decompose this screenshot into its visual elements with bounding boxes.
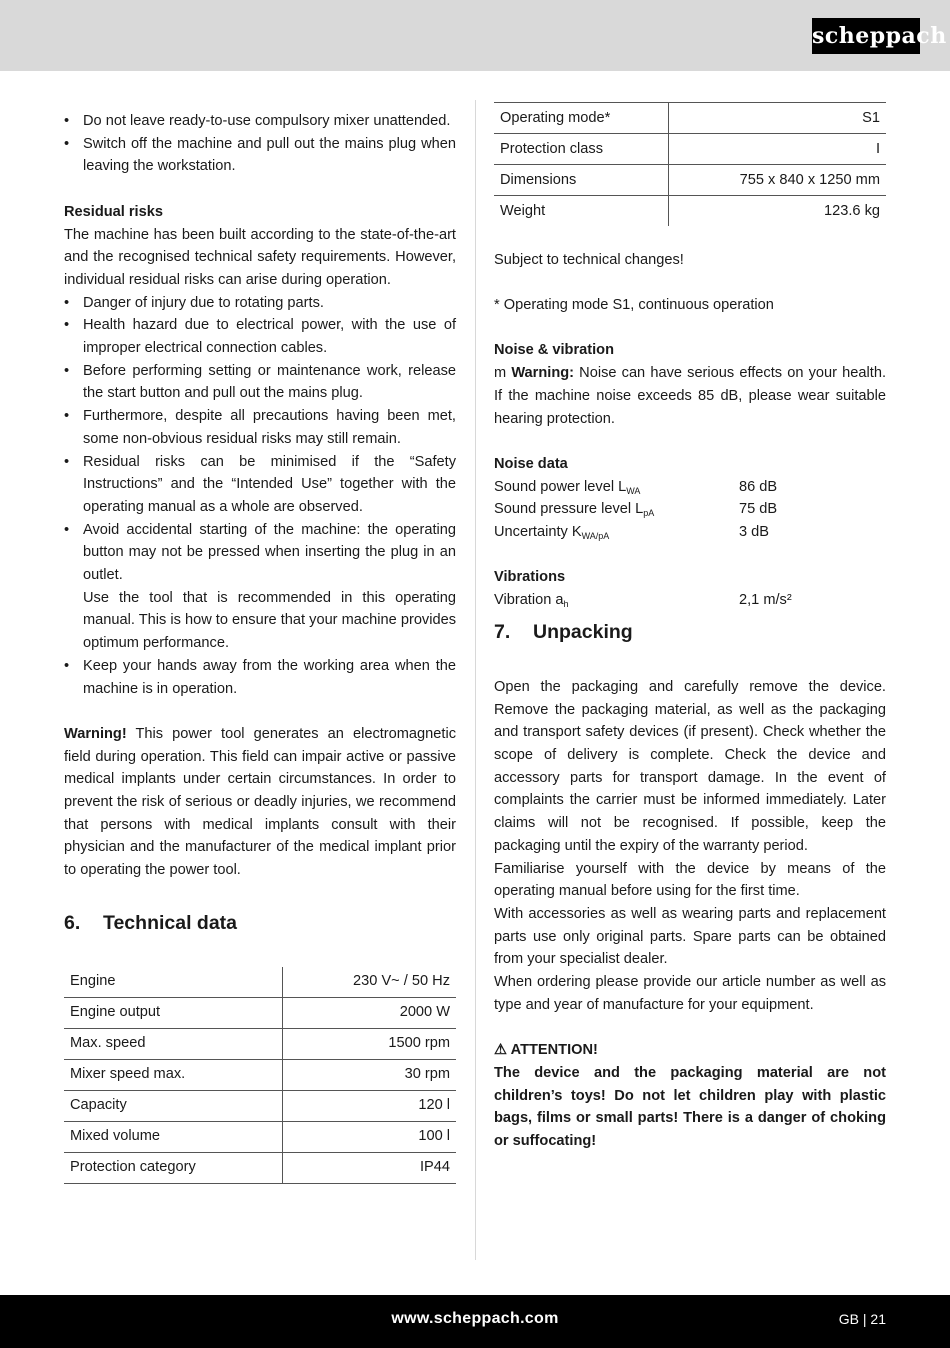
list-item: • Residual risks can be minimised if the “Safety Instructions” and the “Intended Use” together with the operating manual as a whole are observed.: [64, 451, 456, 519]
data-row: [494, 521, 886, 544]
table-label-cell: Mixer speed max.: [64, 1059, 283, 1090]
unpack-paragraph: Open the packaging and carefully remove the device. Remove the packaging material, as well as the packaging and transport safety devices (if present). Check whether the scope of delivery is complete. Check the device and accessory parts for transport damage. In the event of complaints the carrier must be informed immediately. Later claims will not be recognised. If possible, keep the packaging until the expiry of the warranty period.: [494, 678, 886, 854]
table-label-cell: Protection category: [64, 1152, 283, 1183]
list-item: • Before performing setting or maintenance work, release the start button and pull out the mains plug.: [64, 360, 456, 405]
list-item: • Avoid accidental starting of the machine: the operating button may not be pressed when inserting the plug in an outlet.: [64, 519, 456, 587]
table-row: [494, 134, 886, 165]
list-item: • Do not leave ready-to-use compulsory mixer unattended.: [64, 110, 456, 133]
operating-mode-note: * Operating mode S1, continuous operation: [494, 297, 774, 314]
noise-vibration-heading: Noise & vibration: [494, 342, 615, 359]
table-label-cell: Capacity: [64, 1090, 283, 1121]
technical-data-table: [64, 967, 456, 1184]
table-value-cell: 100 l: [283, 1121, 456, 1152]
table-row: [64, 967, 456, 998]
table-value-cell: S1: [669, 103, 886, 134]
table-value-cell: IP44: [283, 1152, 456, 1183]
table-row: [64, 1028, 456, 1059]
list-item: • Health hazard due to electrical power, with the use of improper electrical connection cables.: [64, 314, 456, 359]
table-value-cell: 230 V~ / 50 Hz: [283, 967, 456, 998]
warning-triangle-icon: ⚠: [494, 1042, 508, 1059]
data-value: 3 dB: [739, 524, 770, 541]
vibrations-heading: Vibrations: [494, 569, 566, 586]
right-column: [494, 102, 886, 1153]
table-value-cell: 120 l: [283, 1090, 456, 1121]
table-label-cell: Protection class: [494, 134, 669, 165]
table-value-cell: 755 x 840 x 1250 mm: [669, 165, 886, 196]
table-label-cell: Max. speed: [64, 1028, 283, 1059]
unpack-paragraph: Familiarise yourself with the device by means of the operating manual before using for the first time.: [494, 860, 886, 900]
table-label-cell: Dimensions: [494, 165, 669, 196]
data-row: [494, 589, 886, 612]
data-label: Sound power level $L_{WA}$: [494, 478, 641, 496]
page-number: GB | 21: [838, 1311, 886, 1327]
table-row: [494, 103, 886, 134]
technical-data-table-continued: [494, 102, 886, 226]
list-item: • Keep your hands away from the working area when the machine is in operation.: [64, 655, 456, 700]
subject-note: Subject to technical changes!: [494, 251, 684, 268]
page-footer: [0, 1295, 950, 1348]
table-label-cell: Mixed volume: [64, 1121, 283, 1152]
table-value-cell: I: [669, 134, 886, 165]
attention-heading: ⚠ ATTENTION!: [494, 1042, 598, 1059]
warning-text: This power tool generates an electromagnetic field during operation. This field can impair active or passive medical implants under certain circumstances. In order to prevent the risk of serious or deadly injuries, we recommend that persons with medical implants consult with their physician and the manufacturer of the medical implant prior to operating the power tool.: [64, 725, 456, 879]
unpack-paragraph: With accessories as well as wearing parts and replacement parts use only original parts. Spare parts can be obtained from your specialist dealer.: [494, 905, 886, 968]
list-item: • Switch off the machine and pull out the mains plug when leaving the workstation.: [64, 133, 456, 178]
table-value-cell: 123.6 kg: [669, 196, 886, 227]
table-row: [64, 1059, 456, 1090]
attention-text: The device and the packaging material are not children’s toys! Do not let children play with plastic bags, films or small parts! There is a danger of choking or suffocating!: [494, 1064, 886, 1149]
scheppach-logo: scheppach: [812, 18, 920, 54]
noise-warning: m Warning: Noise can have serious effects on your health. If the machine noise exceeds 85 dB, please wear suitable hearing protection.: [494, 365, 886, 427]
section-heading-technical-data: 6. Technical data: [64, 911, 238, 934]
left-column: [64, 110, 456, 1184]
list-item-continuation: Use the tool that is recommended in this operating manual. This is how to ensure that your machine provides optimum performance.: [83, 589, 456, 652]
warning-label: Warning!: [64, 725, 127, 742]
residual-risks-heading: Residual risks: [64, 203, 163, 220]
table-row: [64, 1090, 456, 1121]
list-item: • Danger of injury due to rotating parts.: [64, 292, 456, 315]
noise-data-heading: Noise data: [494, 455, 568, 472]
table-label-cell: Engine output: [64, 997, 283, 1028]
table-label-cell: Weight: [500, 202, 546, 219]
table-row: [494, 165, 886, 196]
table-value-cell: 2000 W: [283, 997, 456, 1028]
data-value: 2,1 m/s²: [739, 592, 792, 609]
section-heading-unpacking: 7. Unpacking: [494, 620, 633, 643]
unpack-paragraph: When ordering please provide our article number as well as type and year of manufacture for your equipment.: [494, 974, 886, 1013]
warning-paragraph: [64, 723, 456, 882]
list-item: • Furthermore, despite all precautions having been met, some non-obvious residual risks may still remain.: [64, 405, 456, 450]
table-row: [64, 997, 456, 1028]
table-row: [64, 1121, 456, 1152]
data-row: [494, 498, 886, 521]
table-value-cell: 1500 rpm: [283, 1028, 456, 1059]
data-label: Vibration $a_h$: [494, 592, 569, 610]
noise-warning-label: Warning:: [511, 365, 575, 382]
table-value-cell: 30 rpm: [283, 1059, 456, 1090]
table-row: [494, 196, 886, 227]
data-value: 86 dB: [739, 478, 778, 495]
website-link[interactable]: www.scheppach.com: [391, 1310, 559, 1327]
data-row: [494, 476, 886, 499]
column-divider: [475, 100, 476, 1260]
page-header: [0, 0, 950, 71]
data-label: Sound pressure level $L_{pA}$: [494, 501, 655, 519]
table-label-cell: Engine: [64, 967, 283, 998]
residual-risks-intro: The machine has been built according to the state-of-the-art and the recognised technical safety requirements. However, individual residual risks can arise during operation.: [64, 226, 456, 288]
table-label-cell: Operating mode*: [494, 103, 669, 134]
data-label: Uncertainty $K_{WA/pA}$: [494, 524, 610, 542]
data-value: 75 dB: [739, 501, 778, 518]
table-row: [64, 1152, 456, 1183]
